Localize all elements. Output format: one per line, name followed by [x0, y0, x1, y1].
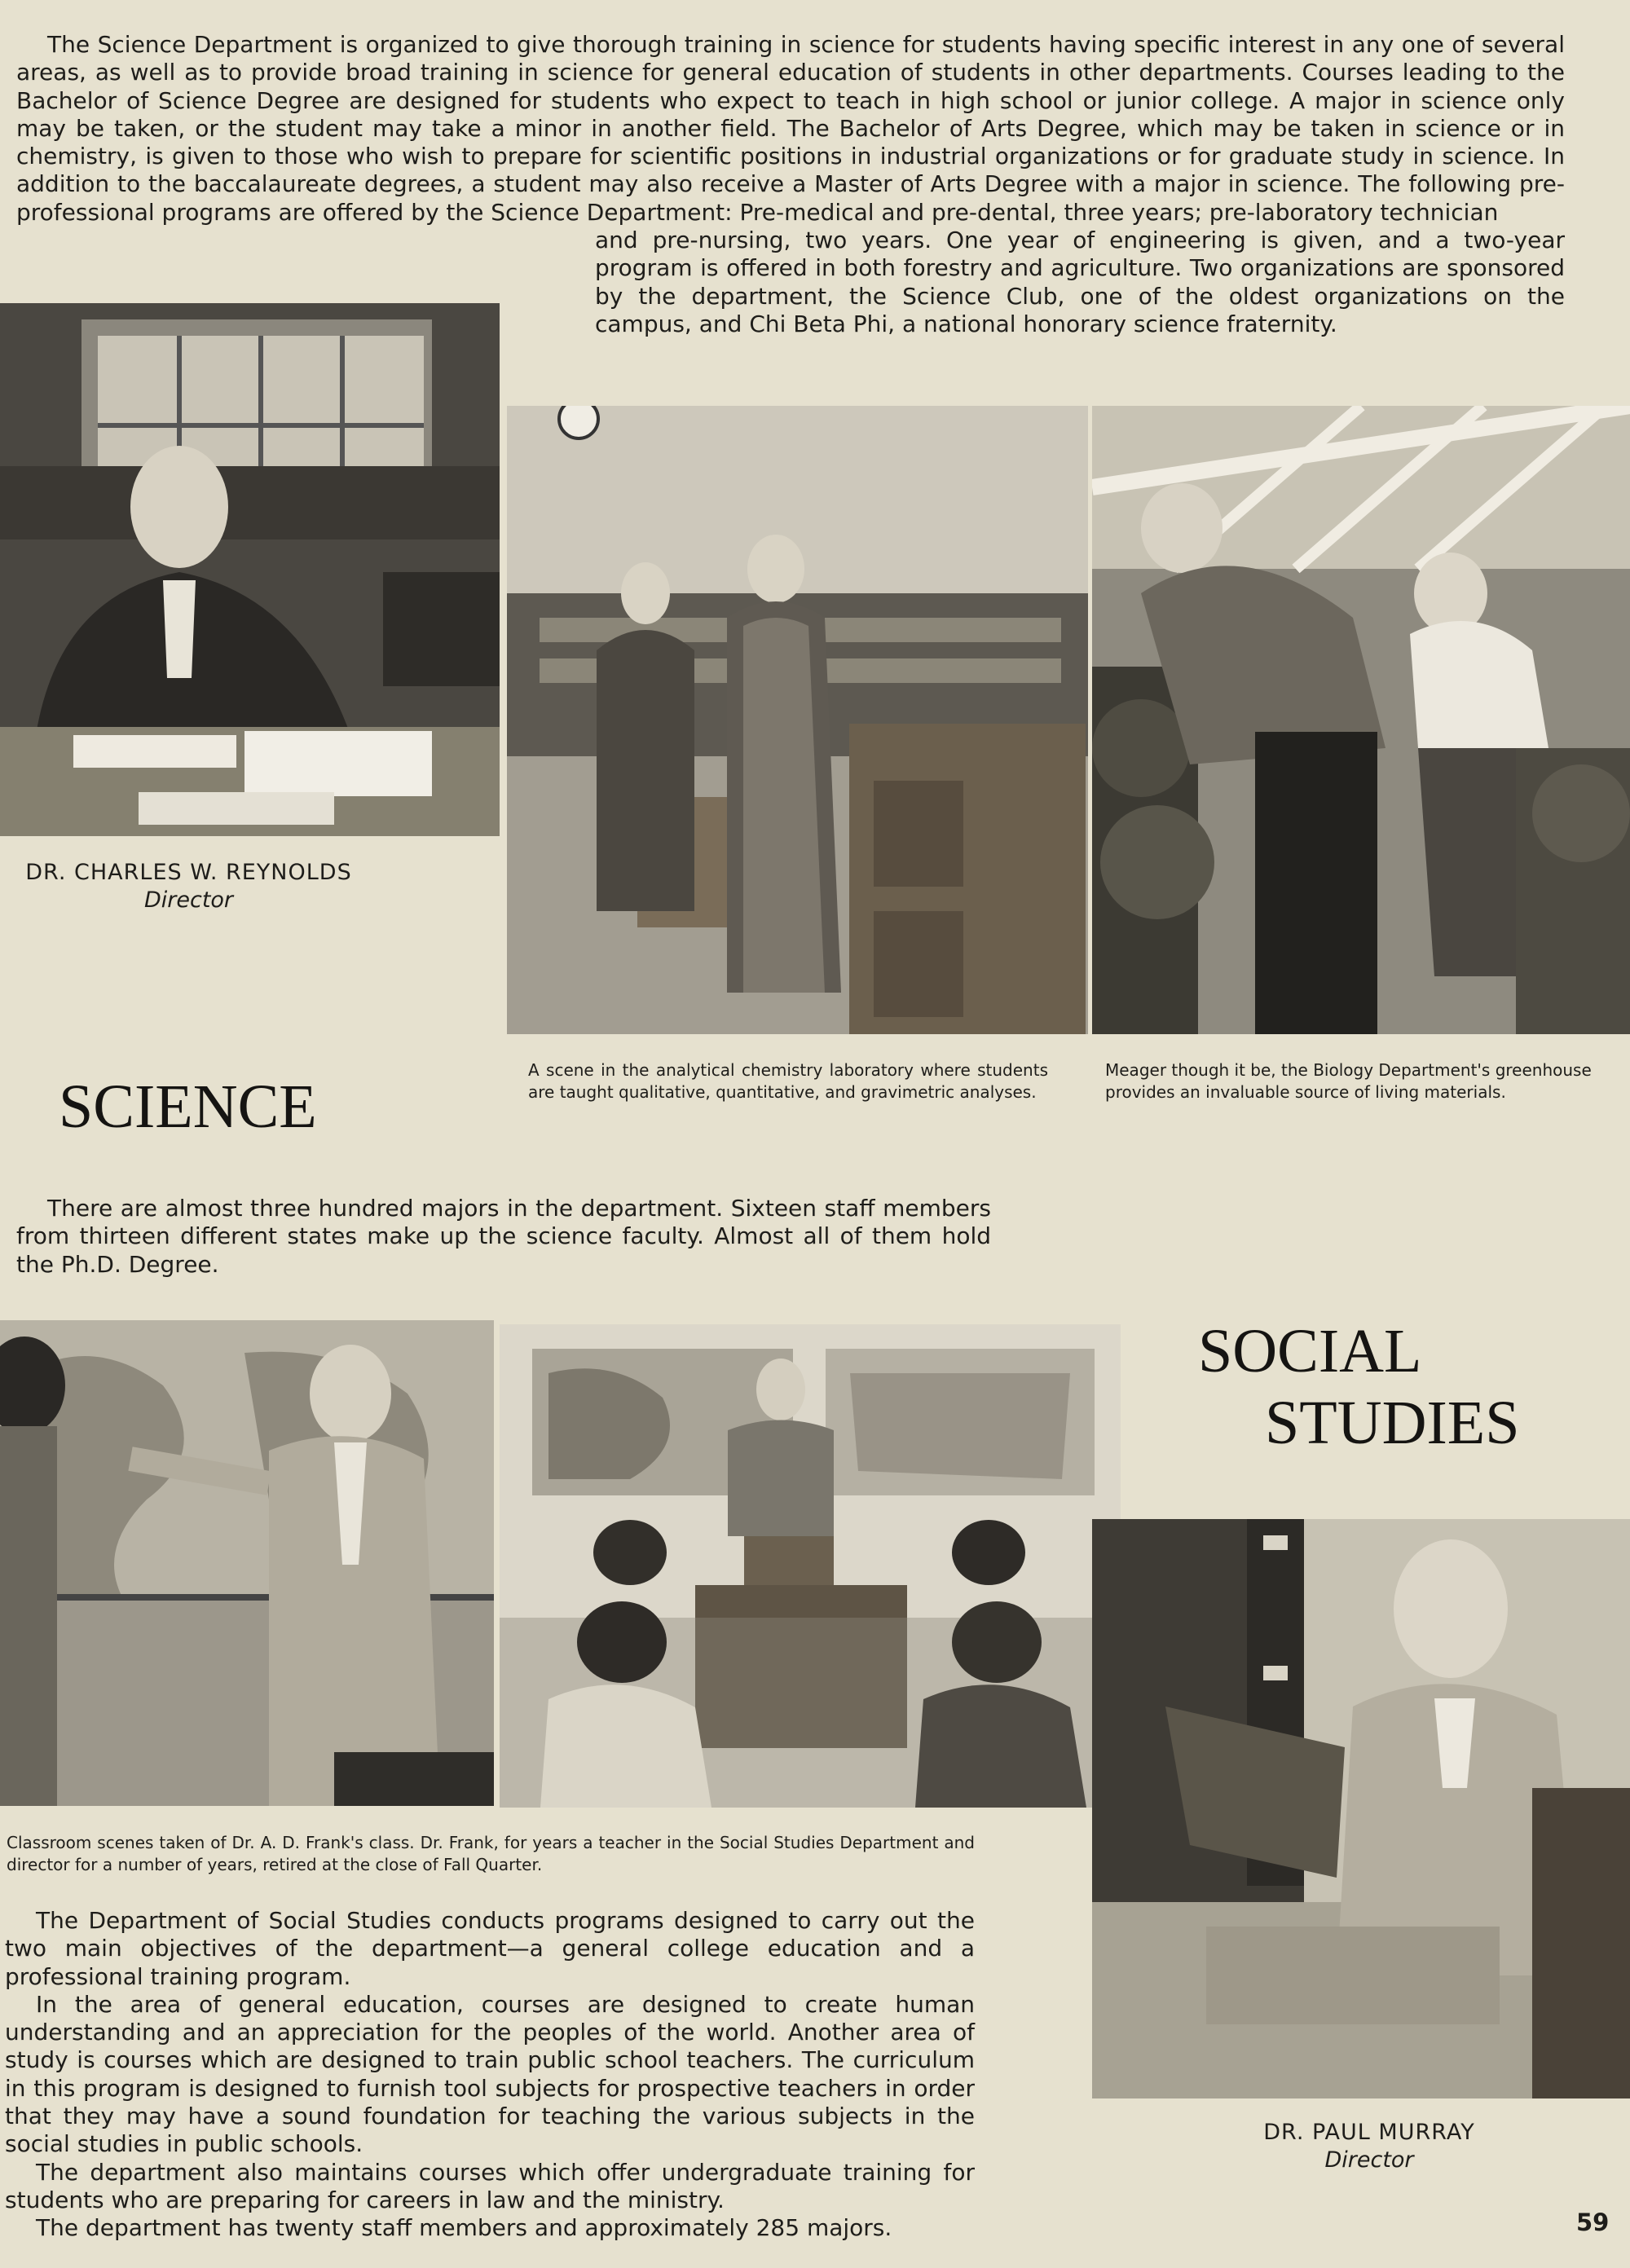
murray-caption — [1165, 2119, 1573, 2174]
photo-greenhouse — [1092, 406, 1630, 1034]
science-majors-text: There are almost three hundred majors in the department. Sixteen staff members from thirteen different states make up the science faculty. Almost all of them hold the Ph.D. Degree. — [16, 1195, 991, 1278]
social-studies-paragraph-3: The department also maintains courses which offer undergraduate training for students who are preparing for careers in law and the ministry. — [5, 2158, 975, 2213]
murray-name: DR. PAUL MURRAY — [1263, 2120, 1475, 2145]
social-studies-heading-line2: STUDIES — [1265, 1389, 1520, 1457]
photo-classroom-lecture — [500, 1324, 1121, 1808]
reynolds-name: DR. CHARLES W. REYNOLDS — [25, 860, 352, 885]
photo-dr-reynolds — [0, 303, 500, 836]
greenhouse-caption: Meager though it be, the Biology Department's greenhouse provides an invaluable source of living materials. — [1105, 1060, 1592, 1102]
science-heading: SCIENCE — [59, 1072, 317, 1141]
reynolds-caption — [0, 859, 377, 914]
science-intro-text: The Science Department is organized to give thorough training in science for students having specific interest in any one of several areas, as well as to provide broad training in science for general education of students in other departments. Courses leading to the Bachelor of Science Degree are designed for students who expect to teach in high school or junior college. A major in science only may be taken, or the student may take a minor in another field. The Bachelor of Arts Degree, which may be taken in science or in chemistry, is given to those who wish to prepare for scientific positions in industrial organizations or for graduate study in science. In addition to the baccalaureate degrees, a student may also receive a Master of Arts Degree with a major in science. The following pre-professional programs are offered by the Science Department: Pre-medical and pre-dental, three years; pre-laboratory technician — [16, 31, 1565, 226]
science-intro-text-continued: and pre-nursing, two years. One year of engineering is given, and a two-year program is offered in both forestry and agriculture. Two organizations are sponsored by the department, the Science Club, one of the oldest organizations on the campus, and Chi Beta Phi, a national honorary science fraternity. — [595, 227, 1565, 337]
page-number: 59 — [1576, 2209, 1610, 2236]
social-studies-paragraph-1: The Department of Social Studies conducts programs designed to carry out the two main objectives of the department—a general college education and a professional training program. — [5, 1907, 975, 1990]
photo-chemistry-lab — [507, 406, 1088, 1034]
classroom-caption: Classroom scenes taken of Dr. A. D. Frank's class. Dr. Frank, for years a teacher in the Social Studies Department and director for a number of years, retired at the close of Fall Quarter. — [7, 1833, 975, 1874]
social-studies-paragraph-2: In the area of general education, courses are designed to create human understanding and an appreciation for the peoples of the world. Another area of study is courses which are designed to train public school teachers. The curriculum in this program is designed to furnish tool subjects for prospective teachers in order that they may have a sound foundation for teaching the various subjects in the social studies in public schools. — [5, 1990, 975, 2158]
social-studies-text — [5, 1907, 975, 2243]
murray-title: Director — [1324, 2147, 1414, 2173]
social-studies-paragraph-4: The department has twenty staff members and approximately 285 majors. — [36, 2214, 892, 2242]
social-studies-heading-line1: SOCIAL — [1198, 1317, 1422, 1385]
photo-dr-murray — [1092, 1519, 1630, 2098]
lab-caption: A scene in the analytical chemistry laboratory where students are taught qualitative, quantitative, and gravimetric analyses. — [528, 1060, 1048, 1102]
photo-classroom-map — [0, 1320, 494, 1806]
social-studies-heading — [1198, 1317, 1606, 1457]
reynolds-title: Director — [143, 887, 234, 913]
